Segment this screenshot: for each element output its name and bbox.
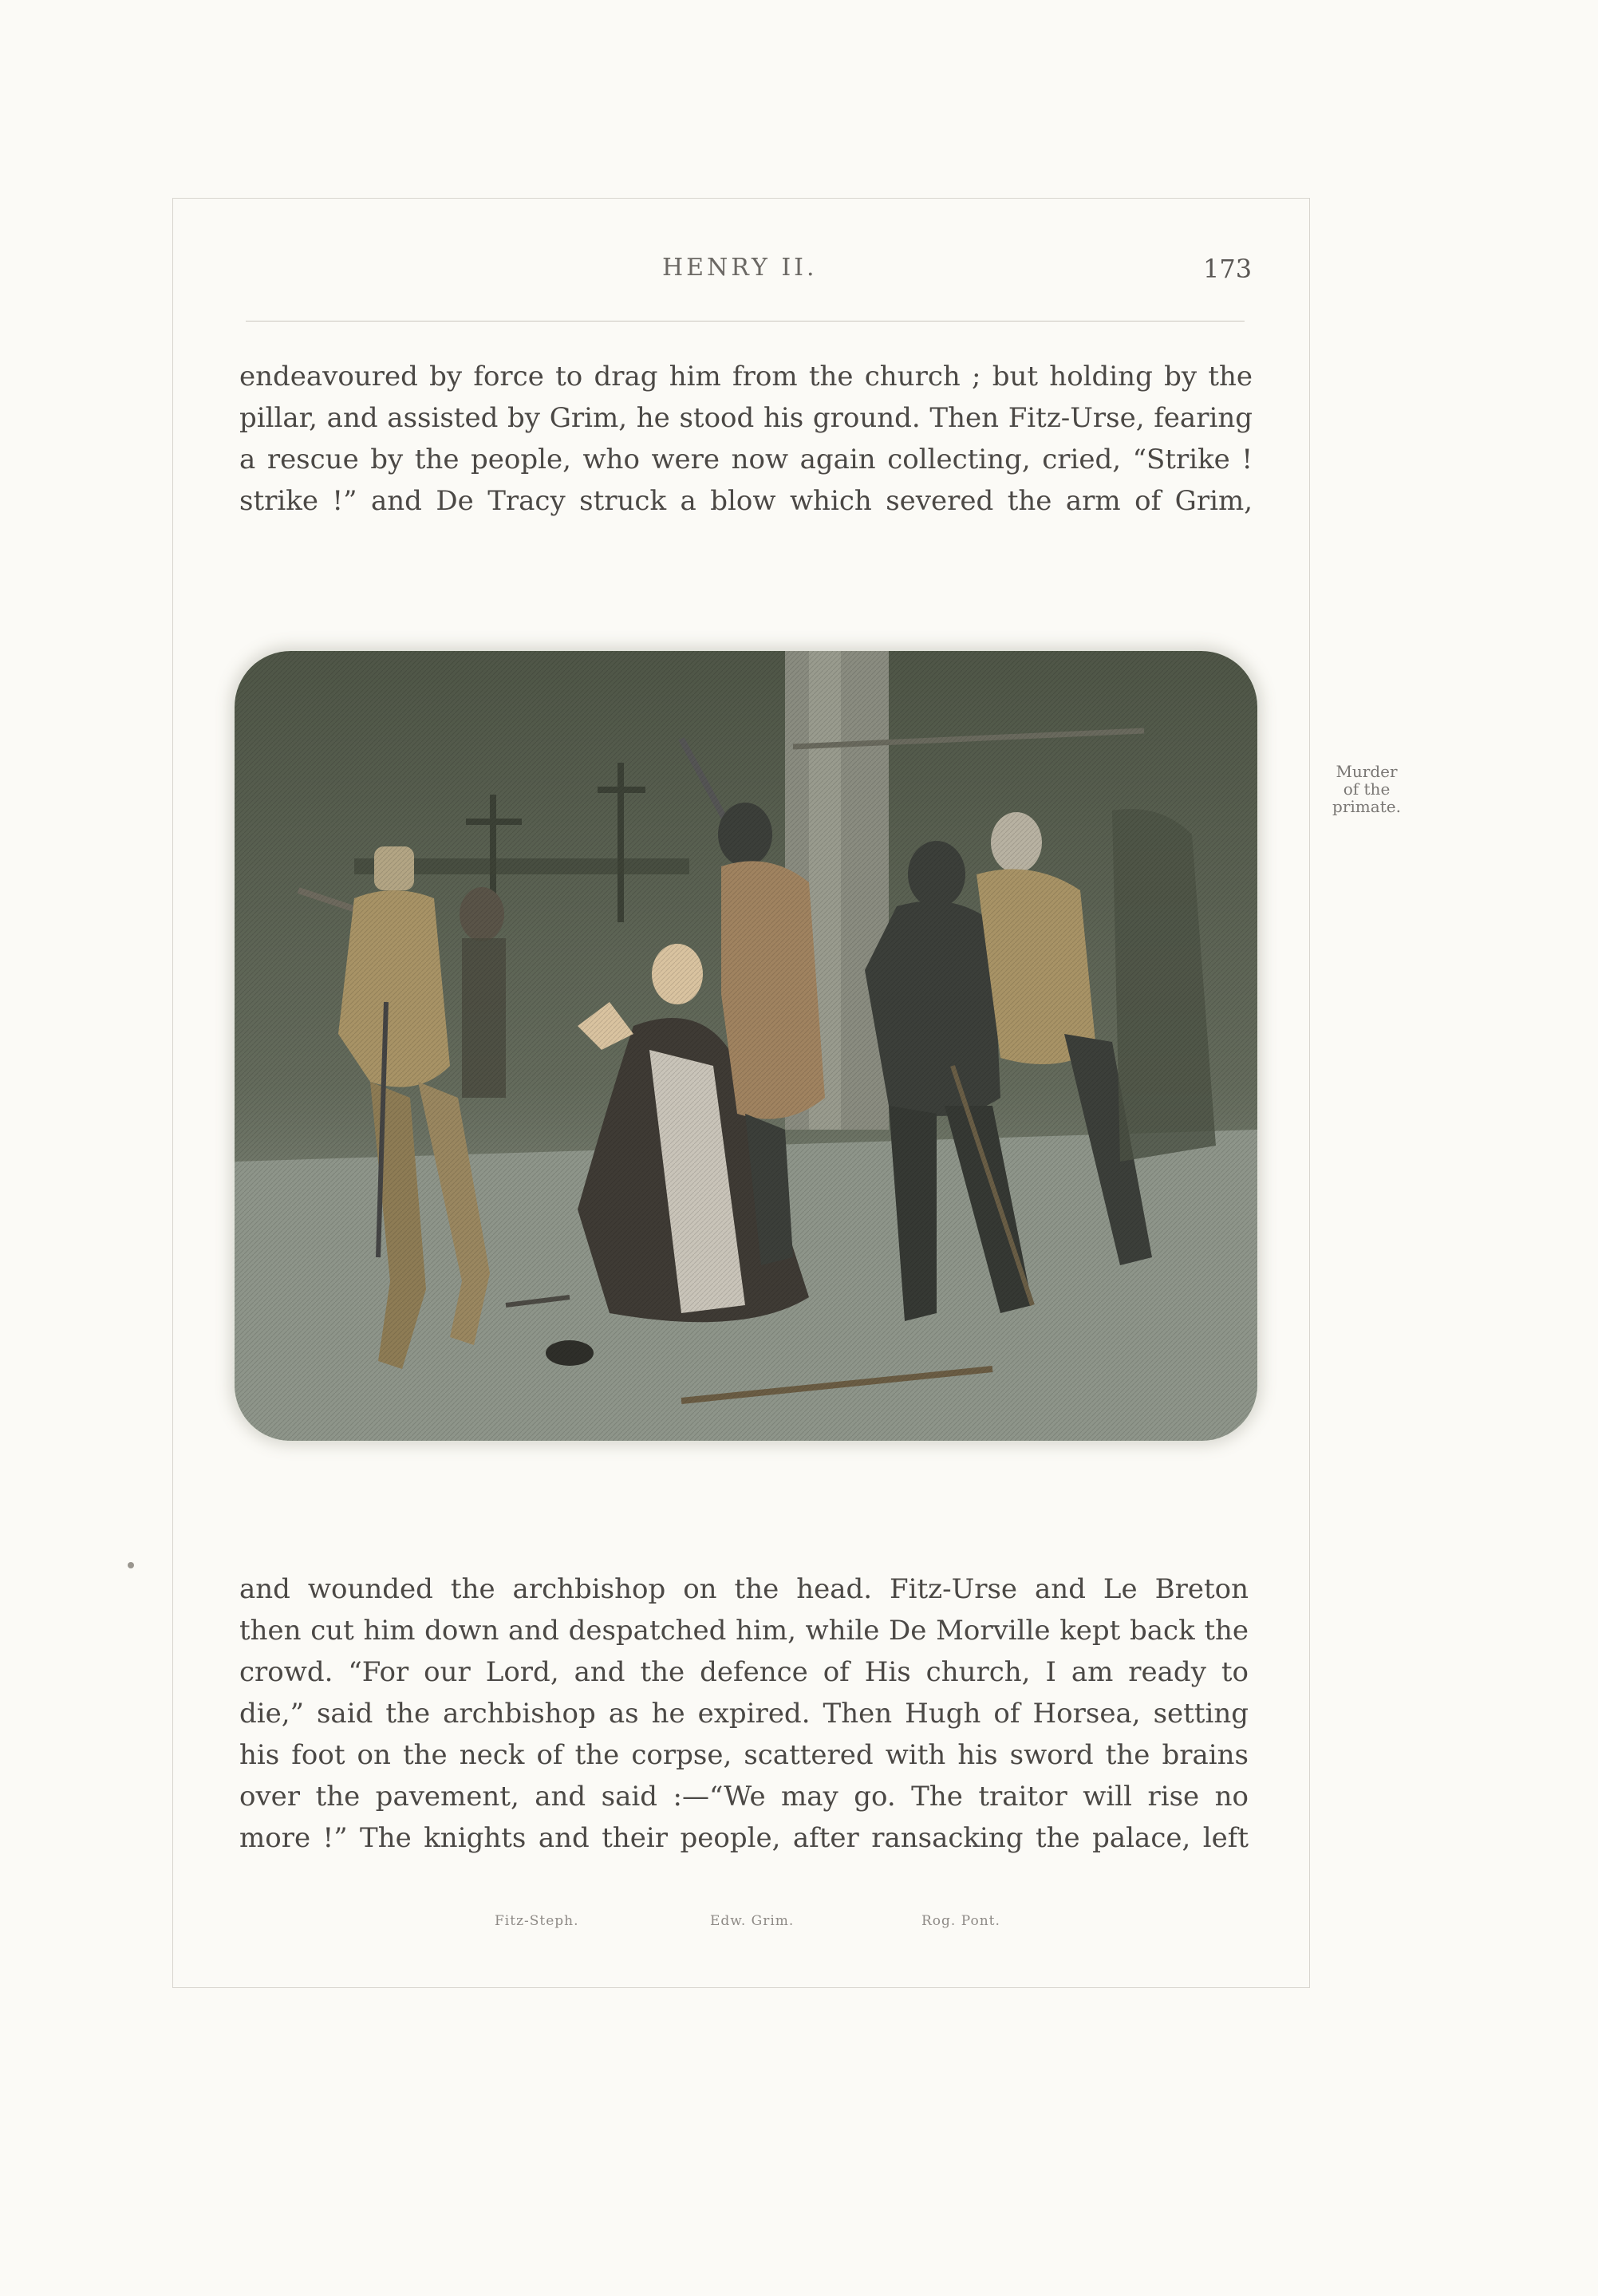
text-line: strike !” and De Tracy struck a blow which severed the arm of Grim, [239, 485, 1253, 517]
text-line: more !” The knights and their people, after ransacking the palace, left [239, 1822, 1249, 1854]
text-line: die,” said the archbishop as he expired. Then Hugh of Horsea, setting [239, 1698, 1249, 1730]
murder-scene-image [235, 651, 1257, 1441]
body-text-top [239, 356, 1253, 522]
running-title: HENRY II. [662, 254, 818, 282]
body-text-bottom [239, 1568, 1249, 1859]
footnote-source: Rog. Pont. [921, 1913, 1000, 1929]
footnote-source: Edw. Grim. [710, 1913, 795, 1929]
paper-speck [128, 1562, 134, 1568]
footnote-source: Fitz-Steph. [495, 1913, 579, 1929]
text-line: crowd. “For our Lord, and the defence of His church, I am ready to [239, 1656, 1249, 1688]
text-line: endeavoured by force to drag him from the church ; but holding by the [239, 361, 1253, 393]
text-line: over the pavement, and said :—“We may go. The traitor will rise no [239, 1781, 1249, 1813]
text-line: pillar, and assisted by Grim, he stood his ground. Then Fitz-Urse, fearing [239, 402, 1253, 434]
marginal-note [1315, 763, 1418, 815]
text-line: his foot on the neck of the corpse, scattered with his sword the brains [239, 1739, 1249, 1771]
marginal-note-line: primate. [1332, 797, 1401, 816]
marginal-note-line: of the [1343, 779, 1391, 799]
page-number: 173 [1203, 254, 1253, 284]
marginal-note-line: Murder [1336, 762, 1398, 781]
text-line: then cut him down and despatched him, while De Morville kept back the [239, 1615, 1249, 1647]
text-line: and wounded the archbishop on the head. Fitz-Urse and Le Breton [239, 1573, 1249, 1605]
header-rule [246, 321, 1245, 322]
engraving-illustration [235, 651, 1257, 1441]
text-line: a rescue by the people, who were now again collecting, cried, “Strike ! [239, 444, 1253, 475]
